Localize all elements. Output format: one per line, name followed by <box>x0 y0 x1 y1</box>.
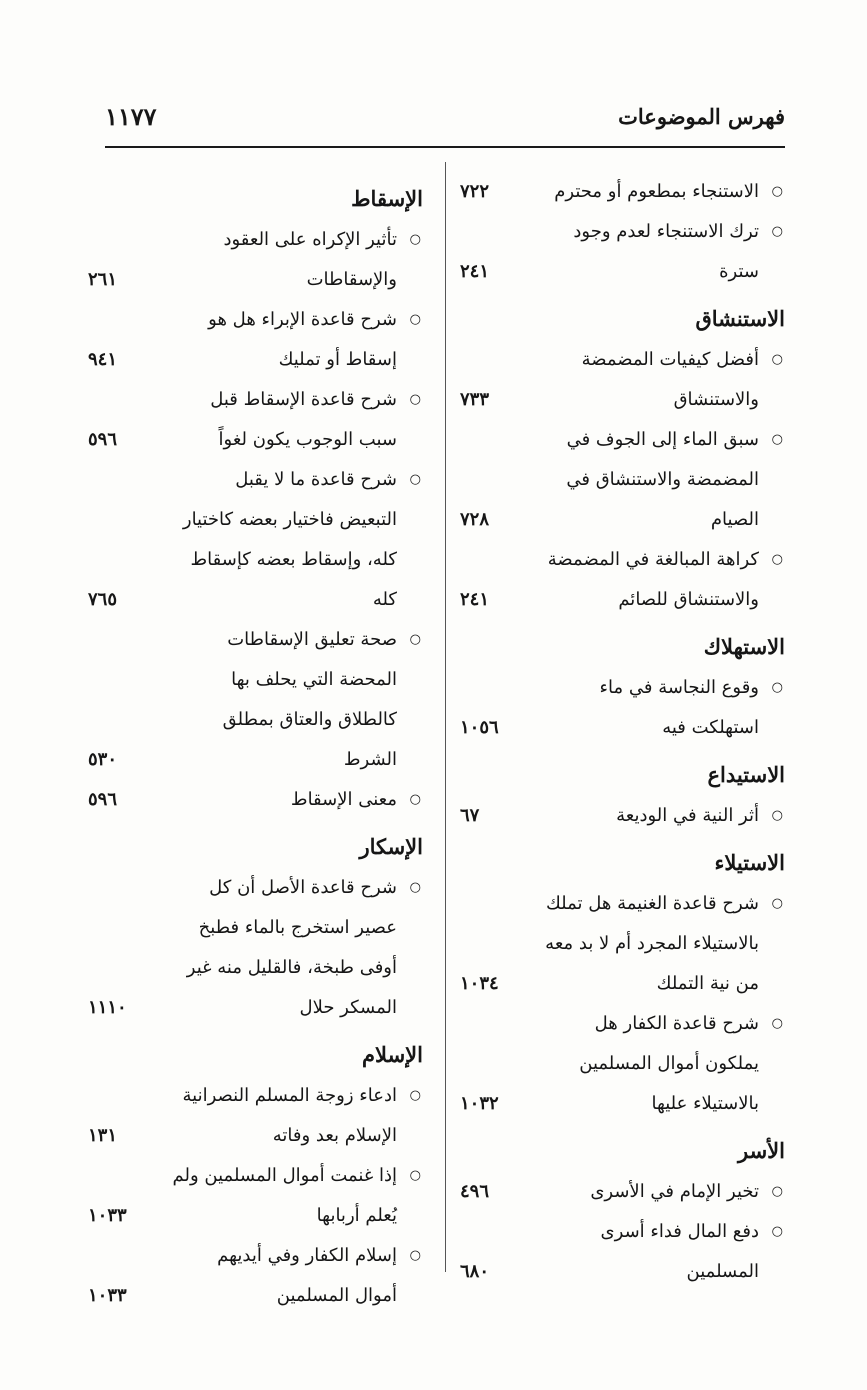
entry-page-number: ١١١٠ <box>88 997 127 1018</box>
circle-bullet-icon: ○ <box>771 352 783 367</box>
entry-page-number: ٦٧ <box>460 805 480 826</box>
entry-text: شرح قاعدة الأصل أن كل عصير استخرج بالماء فطبخ أوفى طبخة، فالقليل منه غير المسكر حلال <box>186 877 397 1018</box>
entry-text: إذا غنمت أموال المسلمين ولم يُعلم أربابها <box>172 1165 397 1226</box>
index-entry <box>460 420 785 540</box>
circle-bullet-icon: ○ <box>771 432 783 447</box>
index-entry <box>88 220 423 300</box>
entry-text: شرح قاعدة الإبراء هل هو إسقاط أو تمليك <box>208 309 397 370</box>
entry-text: تأثير الإكراه على العقود والإسقاطات <box>223 229 397 290</box>
index-entry <box>460 1212 785 1292</box>
running-title: فهرس الموضوعات <box>618 104 785 129</box>
entry-page-number: ١٠٥٦ <box>460 717 499 738</box>
entry-text: شرح قاعدة الإسقاط قبل سبب الوجوب يكون لغواً <box>210 389 397 450</box>
entry-text: تخير الإمام في الأسرى <box>590 1181 759 1202</box>
header-rule <box>105 146 785 148</box>
circle-bullet-icon: ○ <box>409 792 421 807</box>
circle-bullet-icon: ○ <box>409 312 421 327</box>
entry-page-number: ٤٩٦ <box>460 1181 490 1202</box>
column-divider <box>445 162 446 1272</box>
index-entry <box>460 212 785 292</box>
index-heading: الاستيلاء <box>714 850 785 875</box>
index-heading: الاستيداع <box>707 762 785 787</box>
index-entry <box>88 1076 423 1156</box>
circle-bullet-icon: ○ <box>771 1184 783 1199</box>
page-header <box>105 98 785 146</box>
circle-bullet-icon: ○ <box>409 392 421 407</box>
entry-page-number: ٧٣٣ <box>460 389 490 410</box>
index-heading: الأسر <box>738 1138 785 1163</box>
entry-text: سبق الماء إلى الجوف في المضمضة والاستنشاق في الصيام <box>566 429 759 530</box>
entry-text: أثر النية في الوديعة <box>616 805 759 826</box>
index-heading: الاستنشاق <box>695 306 785 331</box>
circle-bullet-icon: ○ <box>409 880 421 895</box>
circle-bullet-icon: ○ <box>771 808 783 823</box>
entry-text: شرح قاعدة ما لا يقبل التبعيض فاختيار بعضه كاختيار كله، وإسقاط بعضه كإسقاط كله <box>182 469 397 610</box>
index-heading: الإسلام <box>362 1042 423 1067</box>
circle-bullet-icon: ○ <box>771 224 783 239</box>
entry-page-number: ٥٣٠ <box>88 749 118 770</box>
entry-page-number: ١٣١ <box>88 1125 118 1146</box>
index-heading: الإسقاط <box>351 186 423 211</box>
entry-text: صحة تعليق الإسقاطات المحضة التي يحلف بها كالطلاق والعتاق بمطلق الشرط <box>222 629 397 770</box>
entry-text: كراهة المبالغة في المضمضة والاستنشاق للصائم <box>547 549 759 610</box>
circle-bullet-icon: ○ <box>771 1224 783 1239</box>
circle-bullet-icon: ○ <box>409 472 421 487</box>
entry-text: أفضل كيفيات المضمضة والاستنشاق <box>581 349 759 410</box>
entry-page-number: ٢٤١ <box>460 589 490 610</box>
entry-text: دفع المال فداء أسرى المسلمين <box>600 1221 759 1282</box>
entry-page-number: ٧٢٨ <box>460 509 490 530</box>
entry-text: الاستنجاء بمطعوم أو محترم <box>554 181 759 202</box>
entry-text: شرح قاعدة الكفار هل يملكون أموال المسلمين بالاستيلاء عليها <box>579 1013 759 1114</box>
circle-bullet-icon: ○ <box>409 1088 421 1103</box>
index-entry <box>88 1236 423 1316</box>
entry-page-number: ٢٦١ <box>88 269 118 290</box>
entry-page-number: ٥٩٦ <box>88 789 118 810</box>
entry-text: ترك الاستنجاء لعدم وجود سترة <box>573 221 759 282</box>
entry-page-number: ١٠٣٢ <box>460 1093 499 1114</box>
index-entry <box>460 172 785 212</box>
index-entry <box>460 1172 785 1212</box>
index-entry <box>88 1156 423 1236</box>
index-column-left <box>88 172 423 1316</box>
circle-bullet-icon: ○ <box>771 184 783 199</box>
entry-page-number: ١٠٣٤ <box>460 973 499 994</box>
index-entry <box>88 300 423 380</box>
entry-text: وقوع النجاسة في ماء استهلكت فيه <box>599 677 759 738</box>
index-entry <box>88 780 423 820</box>
index-entry <box>88 620 423 780</box>
entry-text: معنى الإسقاط <box>290 789 397 810</box>
circle-bullet-icon: ○ <box>409 1248 421 1263</box>
circle-bullet-icon: ○ <box>771 896 783 911</box>
page-number: ١١٧٧ <box>105 102 157 131</box>
entry-text: إسلام الكفار وفي أيديهم أموال المسلمين <box>217 1245 397 1306</box>
entry-page-number: ٧٢٢ <box>460 181 490 202</box>
entry-page-number: ٧٦٥ <box>88 589 118 610</box>
entry-page-number: ٦٨٠ <box>460 1261 490 1282</box>
entry-page-number: ٢٤١ <box>460 261 490 282</box>
index-column-right <box>460 172 785 1292</box>
index-entry <box>460 340 785 420</box>
index-heading: الاستهلاك <box>703 634 785 659</box>
entry-text: شرح قاعدة الغنيمة هل تملك بالاستيلاء المجرد أم لا بد معه من نية التملك <box>545 893 759 994</box>
circle-bullet-icon: ○ <box>409 632 421 647</box>
circle-bullet-icon: ○ <box>771 1016 783 1031</box>
entry-text: ادعاء زوجة المسلم النصرانية الإسلام بعد وفاته <box>182 1085 397 1146</box>
index-entry <box>88 380 423 460</box>
index-entry <box>460 1004 785 1124</box>
index-entry <box>88 460 423 620</box>
index-entry <box>460 884 785 1004</box>
index-entry <box>460 668 785 748</box>
entry-page-number: ١٠٣٣ <box>88 1205 127 1226</box>
index-entry <box>460 540 785 620</box>
circle-bullet-icon: ○ <box>771 680 783 695</box>
entry-page-number: ١٠٣٣ <box>88 1285 127 1306</box>
entry-page-number: ٥٩٦ <box>88 429 118 450</box>
index-entry <box>460 796 785 836</box>
index-entry <box>88 868 423 1028</box>
entry-page-number: ٩٤١ <box>88 349 118 370</box>
circle-bullet-icon: ○ <box>409 232 421 247</box>
circle-bullet-icon: ○ <box>409 1168 421 1183</box>
index-heading: الإسكار <box>359 834 423 859</box>
circle-bullet-icon: ○ <box>771 552 783 567</box>
